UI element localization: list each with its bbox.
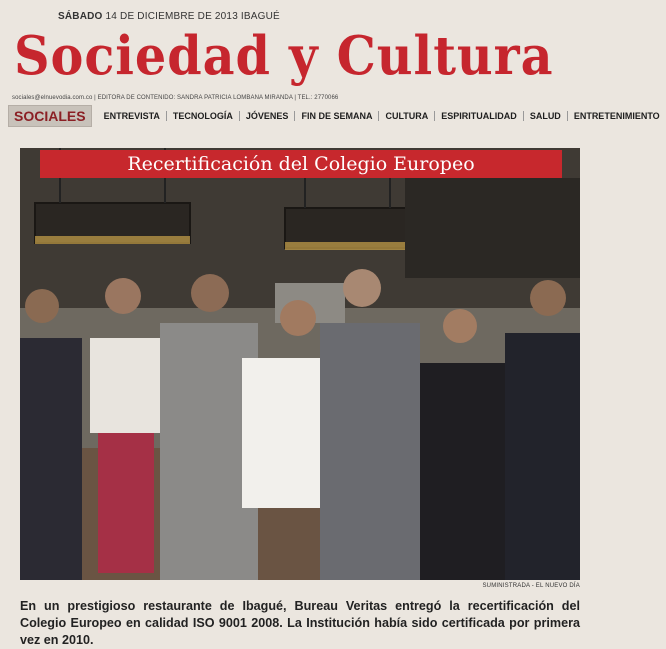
dateline-day: SÁBADO — [58, 11, 103, 22]
section-nav — [8, 106, 660, 126]
photo-caption: En un prestigioso restaurante de Ibagué, Bureau Veritas entregó la recertificación del Colegio Europeo en calidad ISO 9001 2008. La Institución había sido certificada por primera vez en 2010. — [20, 599, 580, 647]
nav-item-cultura[interactable]: CULTURA — [379, 111, 435, 121]
nav-item-jovenes[interactable]: JÓVENES — [240, 111, 296, 121]
nav-section-sociales[interactable]: SOCIALES — [8, 105, 92, 127]
editorial-credits: sociales@elnuevodia.com.co | EDITORA DE CONTENIDO: SANDRA PATRICIA LOMBANA MIRANDA | TEL.: 2770066 — [12, 95, 339, 101]
dateline-date: 14 DE DICIEMBRE DE 2013 IBAGUÉ — [105, 11, 280, 22]
nav-item-tecnologia[interactable]: TECNOLOGÍA — [167, 111, 240, 121]
photo-credit: SUMINISTRADA - EL NUEVO DÍA — [482, 583, 580, 589]
group-photo — [20, 148, 580, 580]
nav-item-entrevista[interactable]: ENTREVISTA — [98, 111, 167, 121]
nav-item-salud[interactable]: SALUD — [524, 111, 568, 121]
nav-item-fin-de-semana[interactable]: FIN DE SEMANA — [295, 111, 379, 121]
group-photo-illustration — [20, 148, 580, 580]
article-headline: Recertificación del Colegio Europeo — [40, 150, 562, 178]
nav-item-entretenimiento[interactable]: ENTRETENIMIENTO — [573, 111, 660, 121]
nav-item-espiritualidad[interactable]: ESPIRITUALIDAD — [435, 111, 524, 121]
dateline — [58, 11, 280, 22]
section-masthead: Sociedad y Cultura — [14, 25, 554, 87]
